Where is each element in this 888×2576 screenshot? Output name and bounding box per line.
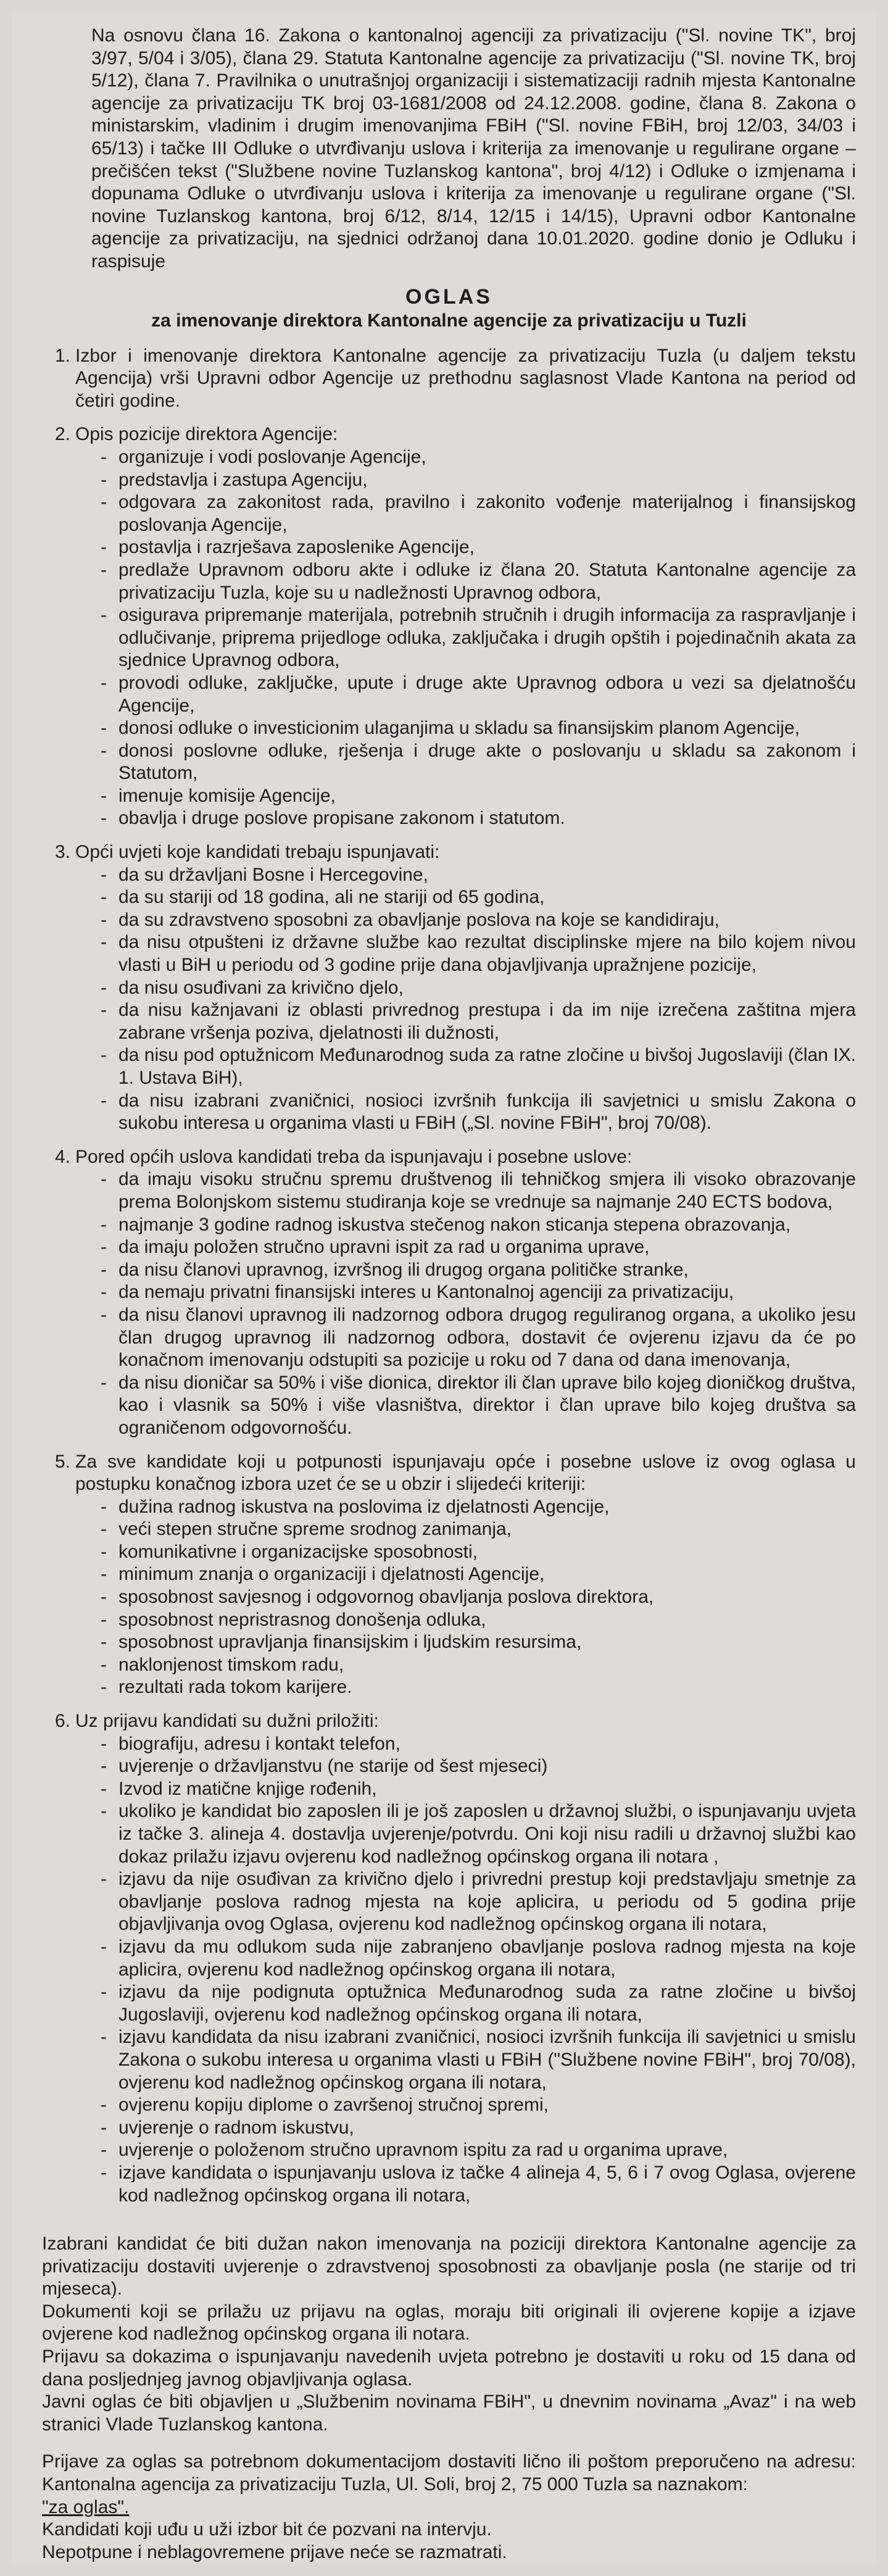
dash-bullet: -	[101, 2027, 107, 2048]
dash-bullet: -	[101, 1587, 107, 1608]
bullet-list	[75, 1496, 856, 1699]
list-item-text: uvjerenje o položenom stručno upravnom ispitu za rad u organima uprave,	[118, 2140, 728, 2161]
spacer	[42, 2436, 856, 2451]
list-item-text: obavlja i druge poslove propisane zakonom i statutom.	[118, 808, 565, 829]
list-item	[95, 1778, 856, 1801]
list-item-text: predlaže Upravnom odboru akte i odluke iz člana 20. Statuta Kantonalne agencije za privatizaciju Tuzla, koje su u nadležnosti Upravnog odbora,	[118, 559, 856, 603]
closing-paragraph: Dokumenti koji se prilažu uz prijavu na oglas, moraju biti originali ili ovjerene kopije a izjave ovjerene kod nadležnog općinskog organa ili notara.	[42, 2301, 856, 2345]
dash-bullet: -	[101, 605, 107, 626]
dash-bullet: -	[101, 1304, 107, 1325]
list-item-text: da nisu članovi upravnog ili nadzornog odbora drugog reguliranog organa, a ukoliko jesu član drugog upravnog ili nadzornog odbora, dostavit će ovjerenu izjavu da će po konačnom imenovanju odstupiti sa pozicije u roku od 7 dana od dana imenovanja,	[118, 1304, 856, 1371]
dash-bullet: -	[101, 1677, 107, 1698]
dash-bullet: -	[101, 1282, 107, 1303]
section-content	[75, 1146, 856, 1440]
spacer	[42, 2218, 856, 2233]
dash-bullet: -	[101, 808, 107, 829]
list-item-text: izjave kandidata o ispunjavanju uslova iz tačke 4 alineja 4, 5, 6 i 7 ovog Oglasa, ovjerene kod nadležnog općinskog organa ili notara,	[118, 2162, 856, 2206]
dash-bullet: -	[101, 2140, 107, 2161]
list-item	[95, 785, 856, 808]
list-item	[95, 1733, 856, 1756]
closing-paragraph: Prijavu sa dokazima o ispunjavanju navedenih uvjeta potrebno je dostaviti u roku od 15 dana od dana posljednjeg javnog objavljivanja oglasa.	[42, 2346, 856, 2390]
list-item-text: da imaju visoku stručnu spremu društvenog ili tehničkog smjera ili visoko obrazovanje prema Bolonjskom sistemu studiranja koje se vrednuje sa najmanje 240 ECTS bodova,	[118, 1169, 856, 1212]
list-item	[95, 909, 856, 932]
list-item	[95, 1654, 856, 1677]
dash-bullet: -	[101, 1259, 107, 1280]
list-item-text: da su državljani Bosne i Hercegovine,	[118, 864, 428, 885]
list-item-text: veći stepen stručne spreme srodnog zanimanja,	[118, 1519, 512, 1540]
closing-paragraph: Izabrani kandidat će biti dužan nakon imenovanja na poziciji direktora Kantonalne agencije za privatizaciju dostaviti uvjerenje o zdravstvenoj sposobnosti za obavljanje posla (ne starije od tri mjeseca).	[42, 2233, 856, 2300]
list-item	[95, 807, 856, 830]
list-item	[95, 1676, 856, 1699]
bullet-list	[75, 1733, 856, 2207]
list-item	[95, 1755, 856, 1778]
list-item	[95, 446, 856, 469]
dash-bullet: -	[101, 1936, 107, 1957]
section-number: 1.	[54, 345, 70, 366]
dash-bullet: -	[101, 1778, 107, 1799]
list-item-text: Izvod iz matične knjige rođenih,	[118, 1778, 377, 1799]
list-item	[95, 931, 856, 976]
dash-bullet: -	[101, 1541, 107, 1562]
dash-bullet: -	[101, 537, 107, 558]
list-item	[95, 1044, 856, 1089]
dash-bullet: -	[101, 1237, 107, 1258]
dash-bullet: -	[101, 492, 107, 513]
list-item-text: rezultati rada tokom karijere.	[118, 1677, 352, 1698]
dash-bullet: -	[101, 672, 107, 693]
list-item-text: odgovara za zakonitost rada, pravilno i zakonito vođenje materijalnog i finansijskog poslovanja Agencije,	[118, 492, 856, 535]
bullet-list	[75, 864, 856, 1135]
section-6	[42, 1710, 856, 2207]
list-item	[95, 1541, 856, 1564]
list-item-text: sposobnost savjesnog i odgovornog obavljanja poslova direktora,	[118, 1587, 654, 1608]
section-content	[75, 423, 856, 830]
list-item	[95, 2026, 856, 2094]
dash-bullet: -	[101, 1372, 107, 1393]
list-item-text: da imaju položen stručno upravni ispit za rad u organima uprave,	[118, 1237, 650, 1258]
list-item	[95, 1609, 856, 1632]
list-item-text: ukoliko je kandidat bio zaposlen ili je još zaposlen u državnoj službi, o ispunjavanju uvjeta iz tačke 3. alineja 4. dostavlja uvjerenje/potvrdu. Oni koji nisu radili u državnoj službi kao dokaz prilažu izjavu ovjerenu kod nadležnog općinskog organa ili notara ,	[118, 1801, 856, 1867]
dash-bullet: -	[101, 559, 107, 580]
announcement-title: OGLAS	[405, 285, 492, 309]
closing-paragraph: Kandidati koji uđu u uži izbor bit će pozvani na intervju.	[42, 2519, 492, 2540]
dash-bullet: -	[101, 1756, 107, 1777]
list-item	[95, 1586, 856, 1609]
list-item	[95, 1518, 856, 1541]
section-2	[42, 423, 856, 830]
list-item	[95, 2094, 856, 2117]
section-text: Izbor i imenovanje direktora Kantonalne agencije za privatizaciju Tuzla (u daljem tekstu Agencija) vrši Upravni odbor Agencije uz prethodnu saglasnost Vlade Kantona na period od četiri godine.	[75, 345, 856, 411]
list-item-text: sposobnost upravljanja finansijskim i ljudskim resursima,	[118, 1632, 582, 1653]
dash-bullet: -	[101, 718, 107, 739]
section-1	[42, 345, 856, 413]
section-number: 4.	[54, 1146, 70, 1167]
dash-bullet: -	[101, 785, 107, 806]
list-item	[95, 559, 856, 604]
dash-bullet: -	[101, 1045, 107, 1066]
list-item-text: da nisu dioničar sa 50% i više dionica, direktor ili član uprave bilo kojeg dioničkog društva, kao i vlasnik sa 50% i više vlasništva, direktor i član uprave bilo kojeg društva sa ograničenom odgovornošću.	[118, 1372, 856, 1438]
dash-bullet: -	[101, 977, 107, 998]
list-item	[95, 864, 856, 887]
list-item	[95, 1304, 856, 1372]
section-number: 2.	[54, 424, 70, 445]
list-item	[95, 740, 856, 785]
dash-bullet: -	[101, 1496, 107, 1517]
list-item	[95, 1936, 856, 1981]
announcement-body	[12, 12, 876, 2564]
dash-bullet: -	[101, 1564, 107, 1585]
list-item	[95, 2139, 856, 2162]
list-item	[95, 469, 856, 492]
list-item-text: izjavu da nije osuđivan za krivično djelo i privredni prestup koji predstavljaju smetnje za obavljanje poslova radnog mjesta na koje aplicira, u periodu od 5 godina prije objavljivanja ovog Oglasa, ovjerenu kod nadležnog općinskog organa ili notara,	[118, 1869, 856, 1935]
dash-bullet: -	[101, 932, 107, 953]
dash-bullet: -	[101, 1090, 107, 1111]
list-item-text: da nisu članovi upravnog, izvršnog ili drugog organa političke stranke,	[118, 1259, 689, 1280]
list-item	[95, 1214, 856, 1237]
list-item	[95, 1800, 856, 1868]
list-item	[95, 1168, 856, 1213]
section-heading: Uz prijavu kandidati su dužni priložiti:	[75, 1711, 379, 1732]
section-content	[75, 1451, 856, 1700]
list-item-text: uvjerenje o državljanstvu (ne starije od šest mjeseci)	[118, 1756, 548, 1777]
list-item	[95, 1981, 856, 2026]
list-item	[95, 536, 856, 559]
list-item	[95, 1372, 856, 1440]
list-item	[95, 604, 856, 672]
closing-notes	[42, 2218, 856, 2564]
list-item	[95, 1259, 856, 1282]
list-item-text: izjavu da mu odlukom suda nije zabranjeno obavljanje poslova radnog mjesta na koje aplicira, ovjerenu kod nadležnog općinskog organa ili notara,	[118, 1936, 856, 1980]
section-heading: Pored općih uslova kandidati treba da ispunjavaju i posebne uslove:	[75, 1146, 633, 1167]
list-item-text: da nisu pod optužnicom Međunarodnog suda za ratne zločine u bivšoj Jugoslaviji (član IX. 1. Ustava BiH),	[118, 1045, 856, 1088]
section-number: 6.	[54, 1711, 70, 1732]
list-item-text: da nisu otpušteni iz državne službe kao rezultat disciplinske mjere na bilo kojem nivou vlasti u BiH u periodu od 3 godine prije dana objavljivanja upražnjene pozicije,	[118, 932, 856, 976]
dash-bullet: -	[101, 2095, 107, 2116]
dash-bullet: -	[101, 1214, 107, 1235]
list-item-text: postavlja i razrješava zaposlenike Agencije,	[118, 537, 475, 558]
list-item-text: imenuje komisije Agencije,	[118, 785, 336, 806]
dash-bullet: -	[101, 1632, 107, 1653]
dash-bullet: -	[101, 1000, 107, 1021]
list-item-text: donosi odluke o investicionim ulaganjima u skladu sa finansijskim planom Agencije,	[118, 718, 800, 739]
dash-bullet: -	[101, 1733, 107, 1754]
list-item	[95, 491, 856, 536]
announcement-subtitle: za imenovanje direktora Kantonalne agencije za privatizaciju u Tuzli	[151, 310, 747, 331]
address-paragraph: Prijave za oglas sa potrebnom dokumentacijom dostaviti lično ili poštom preporučeno na adresu: Kantonalna agencija za privatizaciju Tuzla, Ul. Soli, broj 2, 75 000 Tuzla sa naznakom:	[42, 2451, 856, 2495]
section-3	[42, 841, 856, 1135]
list-item	[95, 1236, 856, 1259]
list-item-text: osigurava pripremanje materijala, potrebnih stručnih i drugih informacija za raspravljanje i odlučivanje, priprema prijedloge odluka, zaključaka i drugih opštih i pojedinačnih akata za sjednice Upravnog odbora,	[118, 605, 856, 671]
section-heading: Opis pozicije direktora Agencije:	[75, 424, 338, 445]
section-5	[42, 1451, 856, 1700]
list-item	[95, 672, 856, 717]
dash-bullet: -	[101, 1982, 107, 2003]
list-item	[95, 1631, 856, 1654]
section-heading: Za sve kandidate koji u potpunosti ispunjavaju opće i posebne uslove iz ovog oglasa u postupku konačnog izbora uzet će se u obzir i slijedeći kriteriji:	[75, 1451, 856, 1495]
dash-bullet: -	[101, 469, 107, 490]
list-item	[95, 886, 856, 909]
dash-bullet: -	[101, 2117, 107, 2138]
dash-bullet: -	[101, 1519, 107, 1540]
list-item	[95, 1496, 856, 1519]
intro-paragraph: Na osnovu člana 16. Zakona o kantonalnoj agenciji za privatizaciju ("Sl. novine TK", broj 3/97, 5/04 i 3/05), člana 29. Statuta Kantonalne agencije za privatizaciju ("Sl. novine TK, broj 5/12), člana 7. Pravilnika o unutrašnjoj organizaciji i sistematizaciji radnih mjesta Kantonalne agencije za privatizaciju TK broj 03-1681/2008 od 24.12.2008. godine, člana 8. Zakona o ministarskim, vladinim i drugim imenovanjima FBiH ("Sl. novine FBiH, broj 12/03, 34/03 i 65/13) i tačke III Odluke o utvrđivanju uslova i kriterija za imenovanje u regulirane organe – prečišćen tekst ("Službene novine Tuzlanskog kantona", broj 4/12) i Odluke o izmjenama i dopunama Odluke o utvrđivanju uslova i kriterija za imenovanje u regulirane organe ("Sl. novine Tuzlanskog kantona, broj 6/12, 8/14, 12/15 i 14/15), Upravni odbor Kantonalne agencije za privatizaciju, na sjednici održanoj dana 10.01.2020. godine donio je Odluku i raspisuje	[91, 25, 856, 272]
list-item-text: naklonjenost timskom radu,	[118, 1654, 344, 1675]
dash-bullet: -	[101, 2162, 107, 2183]
list-item-text: da nisu izabrani zvaničnici, nosioci izvršnih funkcija ili savjetnici u smislu Zakona o sukobu interesa u organima vlasti u FBiH („Sl. novine FBiH", broj 70/08).	[118, 1090, 856, 1134]
list-item-text: ovjerenu kopiju diplome o završenoj stručnoj spremi,	[118, 2095, 549, 2116]
list-item	[95, 1090, 856, 1135]
list-item-text: da nemaju privatni finansijski interes u Kantonalnoj agenciji za privatizaciju,	[118, 1282, 734, 1303]
envelope-marking: "za oglas".	[42, 2496, 130, 2517]
section-heading: Opći uvjeti koje kandidati trebaju ispunjavati:	[75, 842, 440, 863]
list-item	[95, 977, 856, 1000]
dash-bullet: -	[101, 1169, 107, 1190]
dash-bullet: -	[101, 909, 107, 930]
list-item-text: uvjerenje o radnom iskustvu,	[118, 2117, 354, 2138]
section-4	[42, 1146, 856, 1440]
dash-bullet: -	[101, 864, 107, 885]
list-item-text: biografiju, adresu i kontakt telefon,	[118, 1733, 400, 1754]
section-number: 5.	[54, 1451, 70, 1472]
list-item-text: predstavlja i zastupa Agenciju,	[118, 469, 368, 490]
closing-paragraph: Nepotpune i neblagovremene prijave neće se razmatrati.	[42, 2541, 507, 2562]
list-item-text: da nisu kažnjavani iz oblasti privrednog prestupa i da im nije izrečena zaštitna mjera zabrane vršenja poziva, djelatnosti ili dužnosti,	[118, 1000, 856, 1043]
list-item	[95, 1281, 856, 1304]
dash-bullet: -	[101, 740, 107, 761]
bullet-list	[75, 1168, 856, 1439]
dash-bullet: -	[101, 446, 107, 467]
list-item	[95, 2162, 856, 2207]
list-item-text: da su stariji od 18 godina, ali ne stariji od 65 godina,	[118, 887, 545, 908]
dash-bullet: -	[101, 1654, 107, 1675]
list-item-text: da nisu osuđivani za krivično djelo,	[118, 977, 404, 998]
dash-bullet: -	[101, 1609, 107, 1630]
dash-bullet: -	[101, 1801, 107, 1822]
list-item-text: provodi odluke, zaključke, upute i druge akte Upravnog odbora u vezi sa djelatnošću Agencije,	[118, 672, 856, 716]
list-item-text: minimum znanja o organizaciji i djelatnosti Agencije,	[118, 1564, 545, 1585]
list-item	[95, 1868, 856, 1936]
list-item	[95, 999, 856, 1044]
section-number: 3.	[54, 842, 70, 863]
section-content	[75, 841, 856, 1135]
list-item-text: komunikativne i organizacijske sposobnosti,	[118, 1541, 478, 1562]
list-item-text: dužina radnog iskustva na poslovima iz djelatnosti Agencije,	[118, 1496, 610, 1517]
dash-bullet: -	[101, 887, 107, 908]
list-item-text: sposobnost nepristrasnog donošenja odluka,	[118, 1609, 486, 1630]
list-item-text: da su zdravstveno sposobni za obavljanje poslova na koje se kandidiraju,	[118, 909, 720, 930]
bullet-list	[75, 446, 856, 830]
section-content	[75, 1710, 856, 2207]
dash-bullet: -	[101, 1869, 107, 1890]
list-item-text: izjavu da nije podignuta optužnica Međunarodnog suda za ratne zločine u bivšoj Jugoslaviji, ovjerenu kod nadležnog općinskog organa ili notara,	[118, 1982, 856, 2025]
closing-paragraph: Javni oglas će biti objavljen u „Službenim novinama FBiH", u dnevnim novinama „Avaz" i na web stranici Vlade Tuzlanskog kantona.	[42, 2391, 856, 2435]
list-item	[95, 717, 856, 740]
newspaper-clipping	[12, 12, 876, 2564]
list-item-text: najmanje 3 godine radnog iskustva stečenog nakon sticanja stepena obrazovanja,	[118, 1214, 791, 1235]
list-item-text: izjavu kandidata da nisu izabrani zvaničnici, nosioci izvršnih funkcija ili savjetnici u smislu Zakona o sukobu interesa u organima vlasti u FBiH ("Službene novine FBiH", broj 70/08), ovjerenu kod nadležnog općinskog organa ili notara,	[118, 2027, 856, 2093]
list-item-text: organizuje i vodi poslovanje Agencije,	[118, 446, 426, 467]
list-item	[95, 1563, 856, 1586]
list-item-text: donosi poslovne odluke, rješenja i druge akte o poslovanju u skladu sa zakonom i Statutom,	[118, 740, 856, 784]
list-item	[95, 2117, 856, 2140]
